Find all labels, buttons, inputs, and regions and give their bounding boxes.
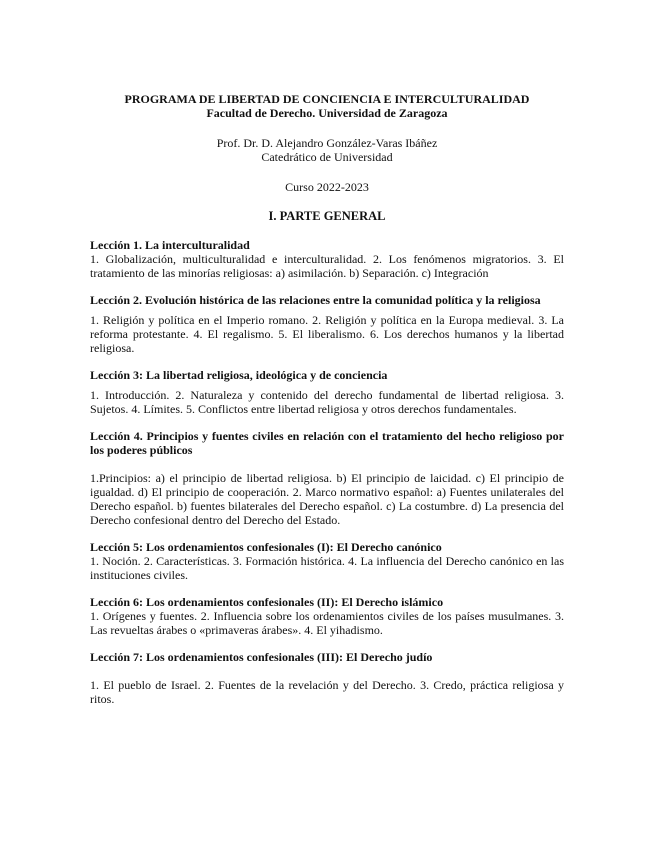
lesson-title: Lección 4. Principios y fuentes civiles en relación con el tratamiento del hecho religioso por los poderes públicos [90, 429, 564, 457]
lesson-body: 1. Religión y política en el Imperio romano. 2. Religión y política en la Europa medieval. 3. La reforma protestante. 4. El regalismo. 5. El liberalismo. 6. Los derechos humanos y la libertad religiosa. [90, 313, 564, 355]
lesson-title: Lección 6: Los ordenamientos confesionales (II): El Derecho islámico [90, 595, 444, 609]
lesson-title: Lección 5: Los ordenamientos confesionales (I): El Derecho canónico [90, 540, 442, 554]
program-title: PROGRAMA DE LIBERTAD DE CONCIENCIA E INTERCULTURALIDAD [124, 92, 530, 106]
lesson-title: Lección 7: Los ordenamientos confesionales (III): El Derecho judío [90, 650, 433, 664]
lesson-body: 1. Noción. 2. Características. 3. Formación histórica. 4. La influencia del Derecho canónico en las instituciones civiles. [90, 554, 564, 582]
lesson-title: Lección 1. La interculturalidad [90, 238, 250, 252]
lesson-4 [90, 429, 564, 527]
professor-name: Prof. Dr. D. Alejandro González-Varas Ibáñez [216, 136, 438, 150]
lesson-5 [90, 540, 564, 582]
professor-position: Catedrático de Universidad [261, 150, 393, 164]
lesson-title: Lección 3: La libertad religiosa, ideológica y de conciencia [90, 368, 388, 382]
lesson-body: 1. Globalización, multiculturalidad e interculturalidad. 2. Los fenómenos migratorios. 3. El tratamiento de las minorías religiosas: a) asimilación. b) Separación. c) Integración [90, 252, 564, 280]
lesson-7 [90, 650, 564, 706]
lesson-3 [90, 368, 564, 416]
lesson-body: 1. El pueblo de Israel. 2. Fuentes de la revelación y del Derecho. 3. Credo, práctica religiosa y ritos. [90, 678, 564, 706]
faculty-line: Facultad de Derecho. Universidad de Zaragoza [206, 106, 448, 120]
lesson-1 [90, 238, 564, 280]
course-year: Curso 2022-2023 [285, 180, 369, 194]
lesson-body: 1. Orígenes y fuentes. 2. Influencia sobre los ordenamientos civiles de los países musulmanes. 3. Las revueltas árabes o «primaveras árabes». 4. El yihadismo. [90, 609, 564, 637]
lesson-body: 1.Principios: a) el principio de libertad religiosa. b) El principio de laicidad. c) El principio de igualdad. d) El principio de cooperación. 2. Marco normativo español: a) Fuentes unilaterales del Derecho español. b) fuentes bilaterales del Derecho español. c) La costumbre. d) La presencia del Derecho confesional dentro del Derecho del Estado. [90, 471, 564, 527]
lesson-2 [90, 293, 564, 355]
lesson-6 [90, 595, 564, 637]
lesson-title: Lección 2. Evolución histórica de las relaciones entre la comunidad política y la religiosa [90, 293, 541, 307]
lesson-body: 1. Introducción. 2. Naturaleza y contenido del derecho fundamental de libertad religiosa. 3. Sujetos. 4. Límites. 5. Conflictos entre libertad religiosa y otros derechos fundamentales. [90, 388, 564, 416]
section-title: I. PARTE GENERAL [268, 209, 386, 223]
document-page [90, 92, 564, 719]
